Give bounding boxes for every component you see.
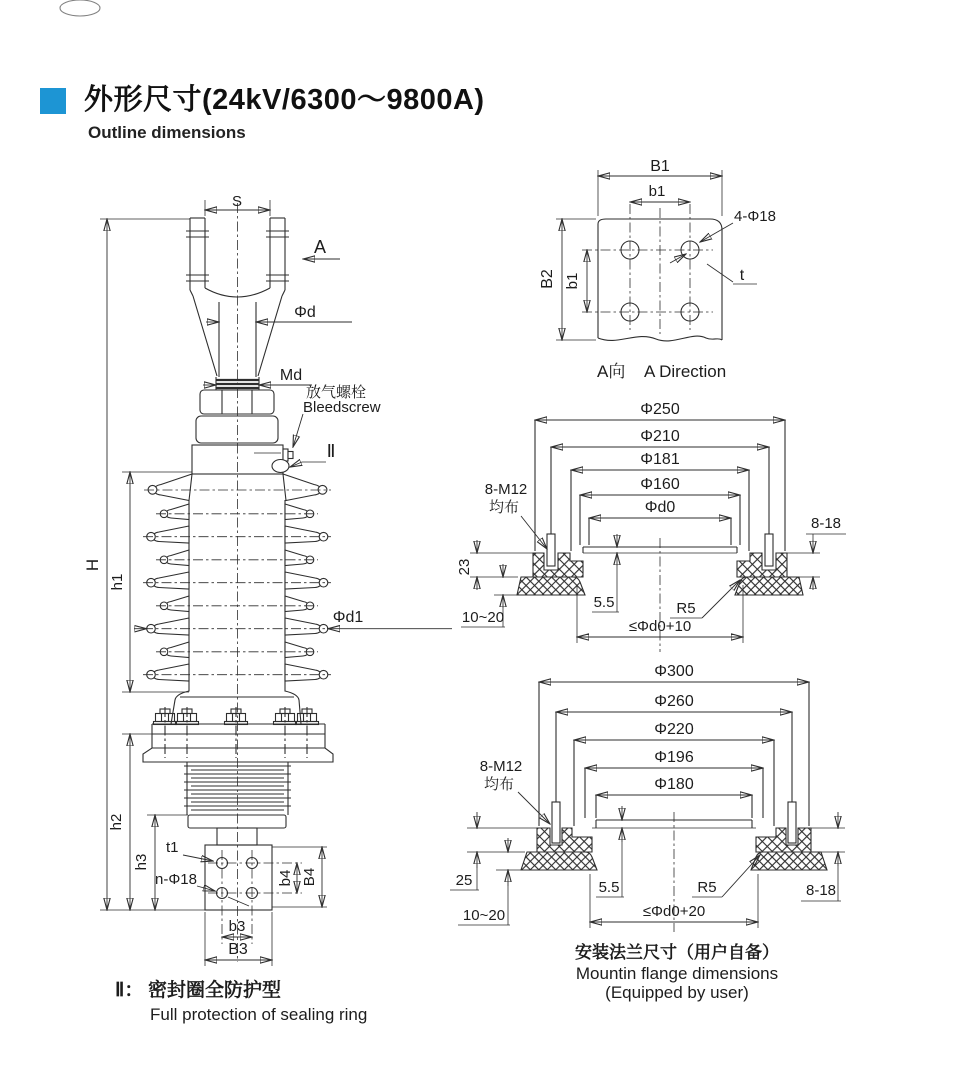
dim-label-B1: B1	[650, 158, 670, 175]
dim-label-phi160: Φ160	[640, 476, 680, 493]
flange-ring-right	[756, 828, 811, 852]
dim-label-phi220: Φ220	[654, 721, 694, 738]
footnote-text-cn: 密封圈全防护型	[148, 980, 282, 1001]
stud-right	[788, 802, 796, 843]
flange-caption-en1: Mountin flange dimensions	[575, 964, 779, 983]
a-direction-view	[539, 158, 776, 381]
flange-ring-left	[533, 553, 583, 577]
flange-caption-en2: (Equipped by user)	[605, 983, 749, 1002]
dim-label-h3: h3	[133, 853, 150, 871]
plate-break-line	[598, 336, 722, 341]
dim-label-phi210: Φ210	[640, 428, 680, 445]
dim-label-phi181: Φ181	[640, 451, 680, 468]
dim-label-23: 23	[456, 558, 473, 576]
dim-label-10-20: 10~20	[462, 907, 506, 924]
dim-label-h: H	[83, 558, 102, 572]
a-view-caption-en: A Direction	[644, 362, 727, 381]
stud-label-junbu: 均布	[488, 499, 520, 516]
dim-label-4-phi18: 4-Φ18	[734, 208, 776, 225]
stud-left	[552, 802, 560, 843]
dim-label-md: Md	[279, 367, 303, 384]
dim-label-phid0: Φd0	[644, 499, 676, 516]
dim-label-5-5: 5.5	[593, 594, 615, 611]
view-a-label: A	[313, 237, 327, 257]
dim-label-phi-d: Φd	[294, 304, 316, 321]
bleedscrew-label-cn: 放气螺栓	[306, 384, 367, 401]
bolt-centerlines	[165, 707, 307, 758]
dim-label-phi300: Φ300	[654, 663, 694, 680]
dim-label-5-5: 5.5	[598, 879, 620, 896]
head-assembly	[192, 390, 293, 474]
footnote-text-en: Full protection of sealing ring	[150, 1005, 368, 1024]
dim-label-s: S	[231, 193, 243, 210]
dim-label-b4: b4	[277, 869, 294, 887]
dim-label-bore: ≤Φd0+10	[628, 618, 692, 635]
dim-label-n-phi18: n-Φ18	[155, 871, 197, 888]
flange-caption-cn: 安装法兰尺寸（用户自备）	[575, 943, 779, 962]
dim-label-10-20: 10~20	[461, 609, 505, 626]
base-plate-left	[521, 852, 597, 870]
flange-ring-left	[537, 828, 592, 852]
bleed-screw-leader	[293, 414, 303, 447]
dim-label-r5: R5	[676, 600, 696, 617]
dim-label-h2: h2	[108, 813, 125, 831]
seal-mark-leader	[290, 462, 326, 467]
flange-ring-right	[737, 553, 787, 577]
dim-label-b4-cap: B4	[301, 867, 318, 887]
stud-left	[547, 534, 555, 566]
dim-label-t1: t1	[166, 839, 179, 856]
dim-label-t: t	[739, 267, 745, 284]
faint-watermark-smudge	[60, 0, 100, 16]
dim-label-b3: b3	[228, 918, 246, 935]
footnote	[115, 978, 367, 1024]
dim-label-phi260: Φ260	[654, 693, 694, 710]
bleedscrew-label-en: Bleedscrew	[303, 399, 381, 416]
dim-label-phi-d1: Φd1	[332, 609, 364, 626]
upper-flange-section	[456, 401, 846, 652]
a-view-caption-cn: A向	[597, 362, 626, 381]
dim-label-b1-left: b1	[564, 272, 581, 290]
porcelain-insulator	[143, 474, 331, 681]
stud-right	[765, 534, 773, 566]
dim-label-B2: B2	[539, 269, 556, 289]
dim-label-phi196: Φ196	[654, 749, 694, 766]
dim-label-phi250: Φ250	[640, 401, 680, 418]
main-bushing-drawing	[83, 193, 452, 966]
dim-label-b1-top: b1	[648, 183, 666, 200]
seal-mark-label: Ⅱ	[326, 441, 336, 461]
dim-label-8-18: 8-18	[810, 515, 842, 532]
dim-label-h1: h1	[109, 573, 126, 591]
dim-label-r5: R5	[697, 879, 717, 896]
stud-label-junbu: 均布	[483, 776, 515, 793]
stud-label-8m12: 8-M12	[479, 758, 523, 775]
page-subtitle: Outline dimensions	[88, 123, 246, 142]
dim-label-8-18: 8-18	[805, 882, 837, 899]
lower-flange-section	[450, 663, 845, 1002]
dim-label-phi180: Φ180	[654, 776, 694, 793]
page-title: 外形尺寸(24kV/6300～9800A)	[84, 84, 485, 116]
bellows	[184, 762, 291, 815]
dim-label-25: 25	[455, 872, 473, 889]
sealing-ring	[272, 460, 289, 473]
base-plate-right	[735, 577, 803, 595]
stud-label-8m12: 8-M12	[484, 481, 528, 498]
base-plate-left	[517, 577, 585, 595]
dim-label-b3-cap: B3	[228, 941, 248, 958]
footnote-mark: Ⅱ：	[115, 980, 144, 1001]
dim-label-bore: ≤Φd0+20	[642, 903, 706, 920]
bleed-screw	[283, 449, 293, 461]
base-plate-right	[751, 852, 827, 870]
